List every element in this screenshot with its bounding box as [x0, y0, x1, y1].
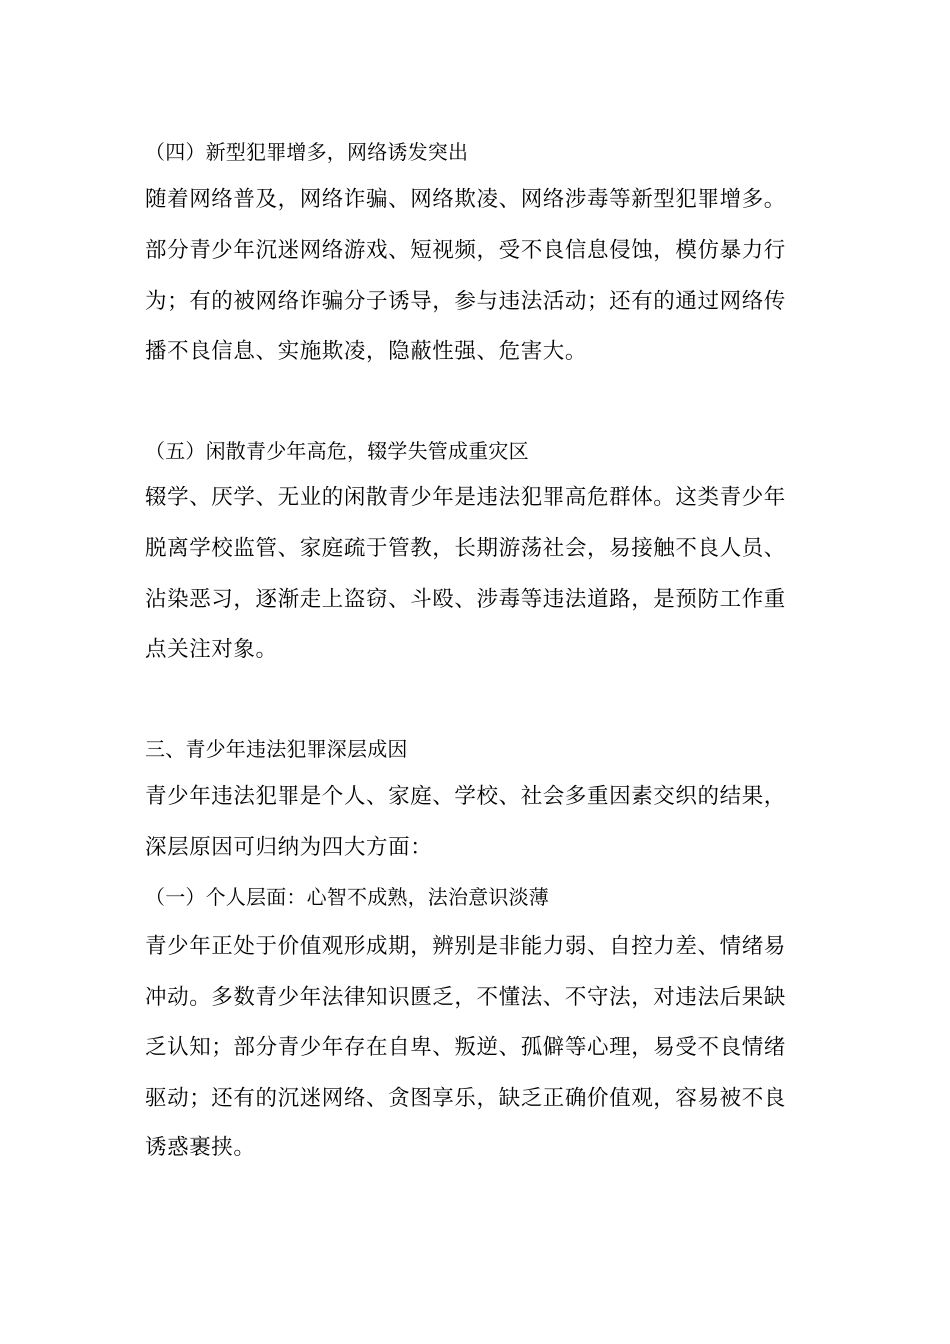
- paragraph-line: 脱离学校监管、家庭疏于管教，长期游荡社会，易接触不良人员、: [145, 536, 786, 561]
- paragraph-line: 为；有的被网络诈骗分子诱导，参与违法活动；还有的通过网络传: [145, 289, 786, 314]
- paragraph-line: 乏认知；部分青少年存在自卑、叛逆、孤僻等心理，易受不良情绪: [145, 1035, 786, 1060]
- paragraph-line: 随着网络普及，网络诈骗、网络欺凌、网络涉毒等新型犯罪增多。: [145, 187, 786, 212]
- section-4-heading: （四）新型犯罪增多，网络诱发突出: [145, 140, 469, 164]
- paragraph-line: 沾染恶习，逐渐走上盗窃、斗殴、涉毒等违法道路，是预防工作重: [145, 587, 786, 612]
- paragraph-line: 冲动。多数青少年法律知识匮乏，不懂法、不守法，对违法后果缺: [145, 985, 786, 1010]
- section-5-heading: （五）闲散青少年高危，辍学失管成重灾区: [145, 439, 529, 463]
- paragraph-line: 诱惑裹挟。: [145, 1135, 256, 1160]
- paragraph-line: 青少年正处于价值观形成期，辨别是非能力弱、自控力差、情绪易: [145, 934, 786, 959]
- paragraph-line: 部分青少年沉迷网络游戏、短视频，受不良信息侵蚀，模仿暴力行: [145, 238, 786, 263]
- paragraph-line: 青少年违法犯罪是个人、家庭、学校、社会多重因素交织的结果，: [145, 784, 786, 809]
- paragraph-line: 驱动；还有的沉迷网络、贪图享乐，缺乏正确价值观，容易被不良: [145, 1086, 786, 1111]
- paragraph-line: 深层原因可归纳为四大方面：: [145, 835, 433, 860]
- paragraph-line: 播不良信息、实施欺凌，隐蔽性强、危害大。: [145, 339, 588, 364]
- section-1-heading: （一）个人层面：心智不成熟，法治意识淡薄: [145, 885, 549, 909]
- paragraph-line: 点关注对象。: [145, 637, 278, 662]
- paragraph-line: 辍学、厌学、无业的闲散青少年是违法犯罪高危群体。这类青少年: [145, 485, 786, 510]
- part-3-heading: 三、青少年违法犯罪深层成因: [145, 737, 408, 761]
